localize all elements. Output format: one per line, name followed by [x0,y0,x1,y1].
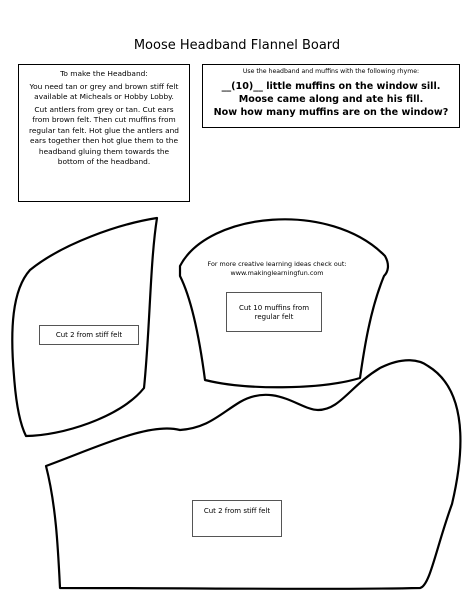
website-promo [200,260,354,277]
left-shape-cut-label: Cut 2 from stiff felt [39,325,139,345]
muffin-cut-label [226,292,322,332]
rhyme-line-2: Moose came along and ate his fill. [238,94,424,106]
rhyme-line-3: Now how many muffins are on the window? [213,107,449,119]
muffin-label-line-1: Cut 10 muffins from [238,304,310,312]
muffin-label-line-2: regular felt [254,313,294,322]
promo-url: www.makinglearningfun.com [230,268,324,277]
antler-cut-label: Cut 2 from stiff felt [192,500,282,537]
rhyme-line-1: __(10)__ little muffins on the window sill. [221,81,441,92]
page-title: Moose Headband Flannel Board [133,38,341,53]
instructions-steps: Cut antlers from grey or tan. Cut ears from brown felt. Then cut muffins from regular tan felt. Hot glue the antlers and ears together then hot glue them to the headband gluing them towards the bottom of the headband. [28,104,179,167]
promo-line-1: For more creative learning ideas check out: [207,260,347,268]
instructions-heading: To make the Headband: [60,69,148,78]
rhyme-intro: Use the headband and muffins with the following rhyme: [242,68,420,75]
instructions-materials: You need tan or grey and brown stiff felt available at Micheals or Hobby Lobby. [29,81,179,102]
antler-shape [46,360,460,589]
